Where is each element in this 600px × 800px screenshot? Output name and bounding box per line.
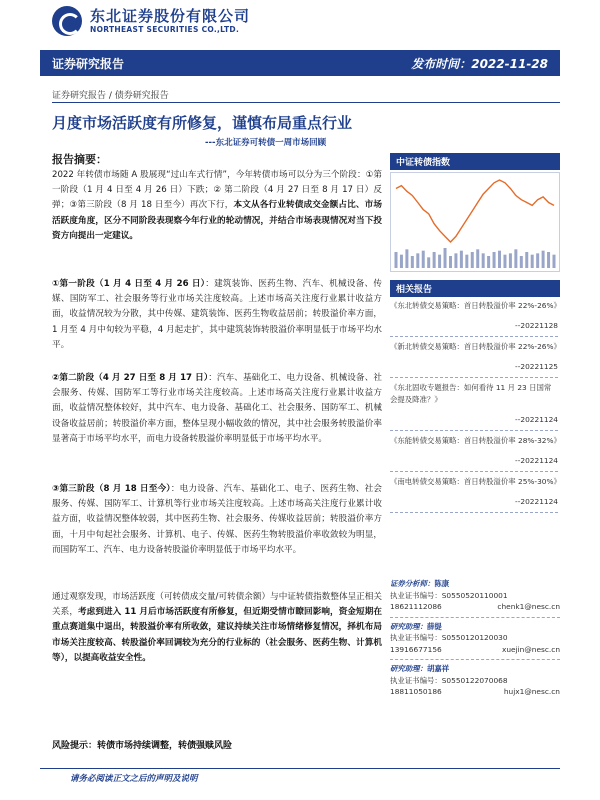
analyst-name: 陈康: [434, 579, 450, 588]
analyst-phone: 18811050186: [390, 687, 442, 696]
analyst-license: 执业证书编号：S0550122070068: [390, 675, 508, 685]
header-divider: [52, 102, 560, 103]
analyst-divider: [390, 659, 560, 660]
related-report-item[interactable]: [390, 382, 560, 431]
chart-index-line: [396, 180, 554, 242]
footer-divider: [40, 768, 560, 769]
chart-volume-bar: [444, 248, 447, 268]
related-report-item[interactable]: [390, 476, 560, 513]
report-type: 证券研究报告: [52, 57, 125, 71]
analyst-name: 胡嘉祥: [426, 664, 450, 673]
chart-volume-bar: [503, 255, 506, 268]
logo-company-name-en: NORTHEAST SECURITIES CO.,LTD.: [90, 25, 240, 34]
chart-volume-bar: [509, 253, 512, 268]
chart-volume-bar: [405, 249, 408, 268]
conclusion-paragraph: [52, 590, 382, 666]
analyst-card: [390, 663, 560, 698]
analyst-email[interactable]: hujx1@nesc.cn: [503, 687, 560, 696]
chart-volume-bar: [465, 255, 468, 268]
related-report-date: --20221128: [515, 321, 558, 330]
footer-disclaimer[interactable]: 请务必阅读正文之后的声明及说明: [70, 774, 198, 784]
analyst-card: [390, 621, 560, 656]
intro-bold-text: 本文从各行业转债成交金额占比、市场活跃度角度，区分不同阶段表现察今年行业的轮动情况，并结合市场表现情况对当下投资方向提出一定建议。: [52, 200, 382, 241]
chart-volume-bar: [542, 251, 545, 268]
phase3-paragraph: [52, 482, 382, 558]
chart-volume-bar: [493, 252, 496, 268]
analyst-license: 执业证书编号：S0550520110001: [390, 590, 508, 600]
chart-volume-bar: [487, 256, 490, 268]
related-report-date: --20221124: [515, 415, 558, 424]
related-report-date: --20221124: [515, 456, 558, 465]
phase1-text: ：建筑装饰、医药生物、汽车、机械设备、传媒、国防军工、社会服务等行业市场关注度较高。上述市场高关注度行业累计收益方面，收益情况较为分散，其中传媒、建筑装饰、医药生物收益居前；转股溢价率方面，1 月至 4 月中旬较为平稳，4 月起走扩，其中建筑装饰转股溢价率明显低于市场平均水平。: [52, 279, 382, 350]
related-report-item[interactable]: [390, 435, 560, 472]
analyst-role: 证券分析师：: [390, 579, 435, 588]
phase2-paragraph: [52, 371, 382, 447]
index-chart: [390, 172, 560, 272]
related-divider: [390, 512, 558, 513]
analyst-email[interactable]: chenk1@nesc.cn: [497, 602, 560, 611]
related-divider: [390, 471, 558, 472]
related-report-title[interactable]: 《东能转债交易策略：首日转股溢价率 28%-32%》: [390, 436, 561, 445]
chart-volume-bar: [547, 252, 550, 268]
header-bar: [40, 50, 560, 76]
chart-volume-bar: [416, 253, 419, 268]
chart-volume-bar: [476, 249, 479, 268]
related-divider: [390, 430, 558, 431]
related-report-item[interactable]: [390, 300, 560, 337]
chart-volume-bar: [433, 252, 436, 268]
chart-volume-bar: [438, 255, 441, 268]
chart-volume-bar: [498, 251, 501, 268]
analyst-divider: [390, 617, 560, 618]
analyst-email[interactable]: xuejin@nesc.cn: [501, 644, 560, 654]
related-report-title[interactable]: 《新北转债交易策略：首日转股溢价率 22%-26%》: [390, 342, 561, 351]
abstract-heading: 报告摘要：: [52, 153, 107, 166]
chart-frame: [391, 173, 560, 272]
chart-header: [390, 153, 560, 170]
phase3-heading: ③第三阶段（8 月 18 日至今）: [52, 484, 171, 494]
related-report-date: --20221125: [515, 362, 558, 371]
conclusion-bold-text: 考虑到进入 11 月后市场活跃度有所修复，但近期受情市瞭回影响，资金短期在重点赛道集中退出，转股溢价率有所收敛，建议持续关注市场情绪修复情况，择机布局市场关注度较高、转股溢价率回调较为充分的行业标的（社会服务、医药生物、计算机等），以提高收益安全性。: [52, 607, 382, 663]
chart-volume-bar: [460, 251, 463, 268]
analyst-card: [390, 578, 560, 613]
related-header-label: 相关报告: [396, 285, 433, 295]
related-report-title[interactable]: 《东北转债交易策略：首日转股溢价率 22%-26%》: [390, 301, 561, 310]
analyst-list: [390, 578, 560, 702]
phase3-text: ：电力设备、汽车、基础化工、电子、医药生物、社会服务、传媒、国防军工、计算机等行业市场关注度较高。上述市场高关注度行业累计收益方面，收益情况整体较弱，其中医药生物、社会服务、传媒收益居前；转股溢价率方面，十月中旬起社会服务、计算机、电子、传媒、医药生物转股溢价率收敛较为明显，而国防军工、汽车、电力设备转股溢价率明显低于市场平均水平。: [52, 484, 382, 555]
phase2-heading: ②第二阶段（4 月 27 日至 8 月 17 日）: [52, 373, 209, 383]
analyst-role: 研究助理：: [390, 664, 427, 673]
logo-company-name: 东北证券股份有限公司: [90, 7, 251, 25]
chart-volume-bar: [395, 252, 398, 268]
page-subtitle: ---东北证券可转债一周市场回顾: [205, 138, 327, 148]
chart-volume-bar: [422, 251, 425, 268]
chart-volume-bar: [482, 253, 485, 268]
chart-volume-bar: [449, 256, 452, 268]
chart-header-label: 中证转债指数: [396, 158, 451, 168]
chart-volume-bar: [531, 255, 534, 268]
breadcrumb: 证券研究报告 / 债券研究报告: [52, 91, 169, 101]
company-logo: [52, 4, 312, 38]
related-report-title[interactable]: 《东北固收专题报告：如何看待 11 月 23 日国常会提及降准？》: [390, 383, 552, 404]
related-divider: [390, 336, 558, 337]
related-report-item[interactable]: [390, 341, 560, 378]
logo-mark-icon: [52, 6, 82, 36]
phase1-heading: ①第一阶段（1 月 4 日至 4 月 26 日）: [52, 279, 206, 289]
intro-paragraph: [52, 168, 382, 244]
analyst-role: 研究助理：: [390, 621, 427, 631]
publish-date: 发布时间：2022-11-28: [411, 57, 548, 71]
related-header: [390, 280, 560, 297]
phase2-text: ：汽车、基础化工、电力设备、机械设备、社会服务、传媒、国防军工等行业市场关注度较高。上述市场高关注度行业累计收益方面，收益情况整体较好，其中汽车、电力设备、基础化工、社会服务、国防军工、机械设备收益居前；转股溢价率方面，整体呈现小幅收敛的情况，其中社会服务转股溢价率显著高于市场平均水平，而电力设备转股溢价率明显低于市场平均水平。: [52, 373, 382, 444]
chart-volume-bar: [525, 252, 528, 268]
phase1-paragraph: [52, 277, 382, 353]
chart-volume-bar: [427, 257, 430, 268]
analyst-phone: 13916677156: [390, 644, 442, 654]
chart-volume-bar: [514, 249, 517, 268]
related-reports-list: [390, 300, 560, 517]
chart-volume-bar: [411, 256, 414, 268]
related-report-date: --20221124: [515, 497, 558, 506]
page-title: 月度市场活跃度有所修复，谨慎布局重点行业: [52, 114, 353, 132]
analyst-license: 执业证书编号：S0550120120030: [390, 633, 508, 642]
related-report-title[interactable]: 《南电转债交易策略：首日转股溢价率 25%-30%》: [390, 477, 561, 486]
analyst-phone: 18621112086: [390, 602, 442, 611]
chart-volume-bar: [471, 252, 474, 268]
related-divider: [390, 377, 558, 378]
chart-volume-bar: [520, 256, 523, 268]
chart-volume-bar: [553, 255, 556, 268]
intro-text: 2022 年转债市场随 A 股展现“过山车式行情”，今年转债市场可以分为三个阶段：①第一阶段（1 月 4 日至 4 月 26 日）下跌；② 第二阶段（4 月 27 日至 8 月 17 日）反弹；③第三阶段（8 月 18 日至今）再次下行，: [52, 170, 382, 211]
analyst-name: 薛缇: [426, 621, 442, 631]
conclusion-text: 通过观察发现，市场活跃度（可转债成交量/可转债余额）与中证转债指数整体呈正相关关系，: [52, 592, 382, 618]
chart-volume-bar: [536, 253, 539, 268]
chart-volume-bar: [400, 255, 403, 268]
index-chart-svg: [390, 172, 560, 272]
risk-warning: 风险提示：转债市场持续调整，转债强赎风险: [52, 741, 233, 751]
chart-volume-bar: [454, 253, 457, 268]
